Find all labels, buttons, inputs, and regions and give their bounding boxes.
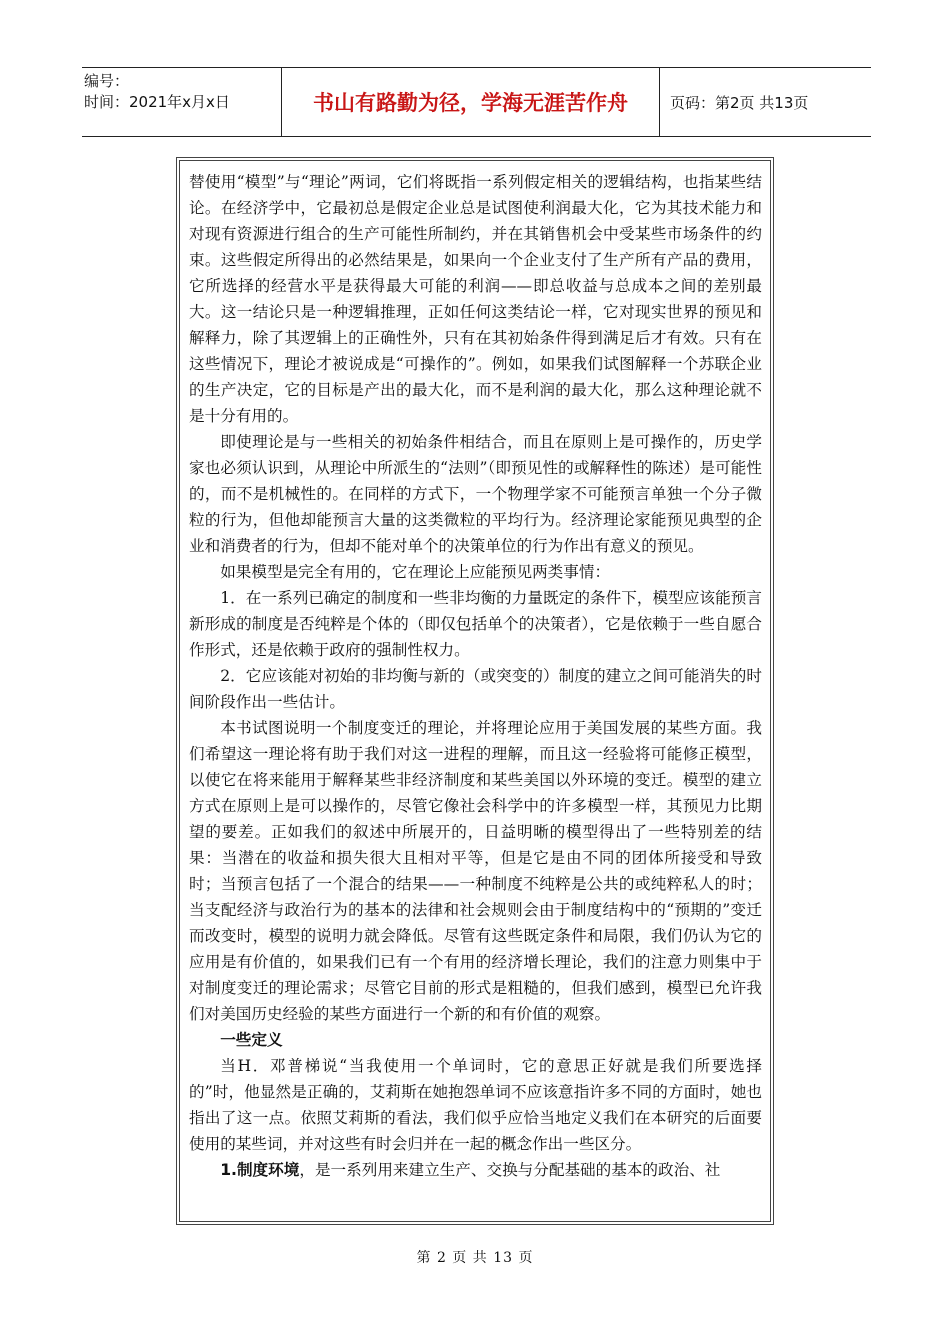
definition-text: ，是一系列用来建立生产、交换与分配基础的基本的政治、社 [299,1161,721,1179]
body-paragraph: 本书试图说明一个制度变迁的理论，并将理论应用于美国发展的某些方面。我们希望这一理论将有助于我们对这一进程的理解，而且这一经验将可能修正模型，以使它在将来能用于解释某些非经济制度和某些美国以外环境的变迁。模型的建立方式在原则上是可以操作的，尽管它像社会科学中的许多模型一样，其预见力比期望的要差。正如我们的叙述中所展开的，日益明晰的模型得出了一些特别差的结果：当潜在的收益和损失很大且相对平等，但是它是由不同的团体所接受和导致时；当预言包括了一个混合的结果——一种制度不纯粹是公共的或纯粹私人的时；当支配经济与政治行为的基本的法律和社会规则会由于制度结构中的“预期的”变迁而改变时，模型的说明力就会降低。尽管有这些既定条件和局限，我们仍认为它的应用是有价值的，如果我们已有一个有用的经济增长理论，我们的注意力则集中于对制度变迁的理论需求；尽管它目前的形式是粗糙的，但我们感到，模型已允许我们对美国历史经验的某些方面进行一个新的和有价值的观察。 [189,719,762,1023]
header-meta [82,68,282,136]
header-page-info: 页码：第2页 共13页 [670,93,809,112]
definition-item-1 [189,1157,762,1183]
body-paragraph: 替使用“模型”与“理论”两词，它们将既指一系列假定相关的逻辑结构，也指某些结论。在经济学中，它最初总是假定企业总是试图使利润最大化，它为其技术能力和对现有资源进行组合的生产可能性所制约，并在其销售机会中受某些市场条件的约束。这些假定所得出的必然结果是，如果向一个企业支付了生产所有产品的费用，它所选择的经营水平是获得最大可能的利润——即总收益与总成本之间的差别最大。这一结论只是一种逻辑推理，正如任何这类结论一样，它对现实世界的预见和解释力，除了其逻辑上的正确性外，只有在其初始条件得到满足后才有效。只有在这些情况下，理论才被说成是“可操作的”。例如，如果我们试图解释一个苏联企业的生产决定，它的目标是产出的最大化，而不是利润的最大化，那么这种理论就不是十分有用的。 [189,173,762,425]
section-title: 一些定义 [220,1031,283,1049]
body-paragraph: 如果模型是完全有用的，它在理论上应能预见两类事情： [220,563,611,581]
page-header [82,67,871,137]
document-date: 时间：2021年x月x日 [84,93,230,111]
numbered-item-2: 2．它应该能对初始的非均衡与新的（或突变的）制度的建立之间可能消失的时间阶段作出一些估计。 [189,667,762,711]
header-motto: 书山有路勤为径，学海无涯苦作舟 [282,68,660,136]
numbered-item-1: 1．在一系列已确定的制度和一些非均衡的力量既定的条件下，模型应该能预言新形成的制度是否纯粹是个体的（即仅包括单个的决策者），它是依赖于一些自愿合作形式，还是依赖于政府的强制性权力。 [189,589,762,659]
document-number-label: 编号： [84,72,130,90]
page-footer: 第 2 页 共 13 页 [416,1250,534,1266]
content-frame [176,157,774,1225]
body-paragraph: 当H．邓普梯说“当我使用一个单词时，它的意思正好就是我们所要选择的”时，他显然是正确的，艾莉斯在她抱怨单词不应该意指许多不同的方面时，她也指出了这一点。依照艾莉斯的看法，我们似乎应恰当地定义我们在本研究的后面要使用的某些词，并对这些有时会归并在一起的概念作出一些区分。 [189,1057,762,1153]
body-paragraph: 即使理论是与一些相关的初始条件相结合，而且在原则上是可操作的，历史学家也必须认识到，从理论中所派生的“法则”（即预见性的或解释性的陈述）是可能性的，而不是机械性的。在同样的方式下，一个物理学家不可能预言单独一个分子微粒的行为，但他却能预言大量的这类微粒的平均行为。经济理论家能预见典型的企业和消费者的行为，但却不能对单个的决策单位的行为作出有意义的预见。 [189,433,762,555]
definition-term: 1.制度环境 [220,1161,300,1179]
